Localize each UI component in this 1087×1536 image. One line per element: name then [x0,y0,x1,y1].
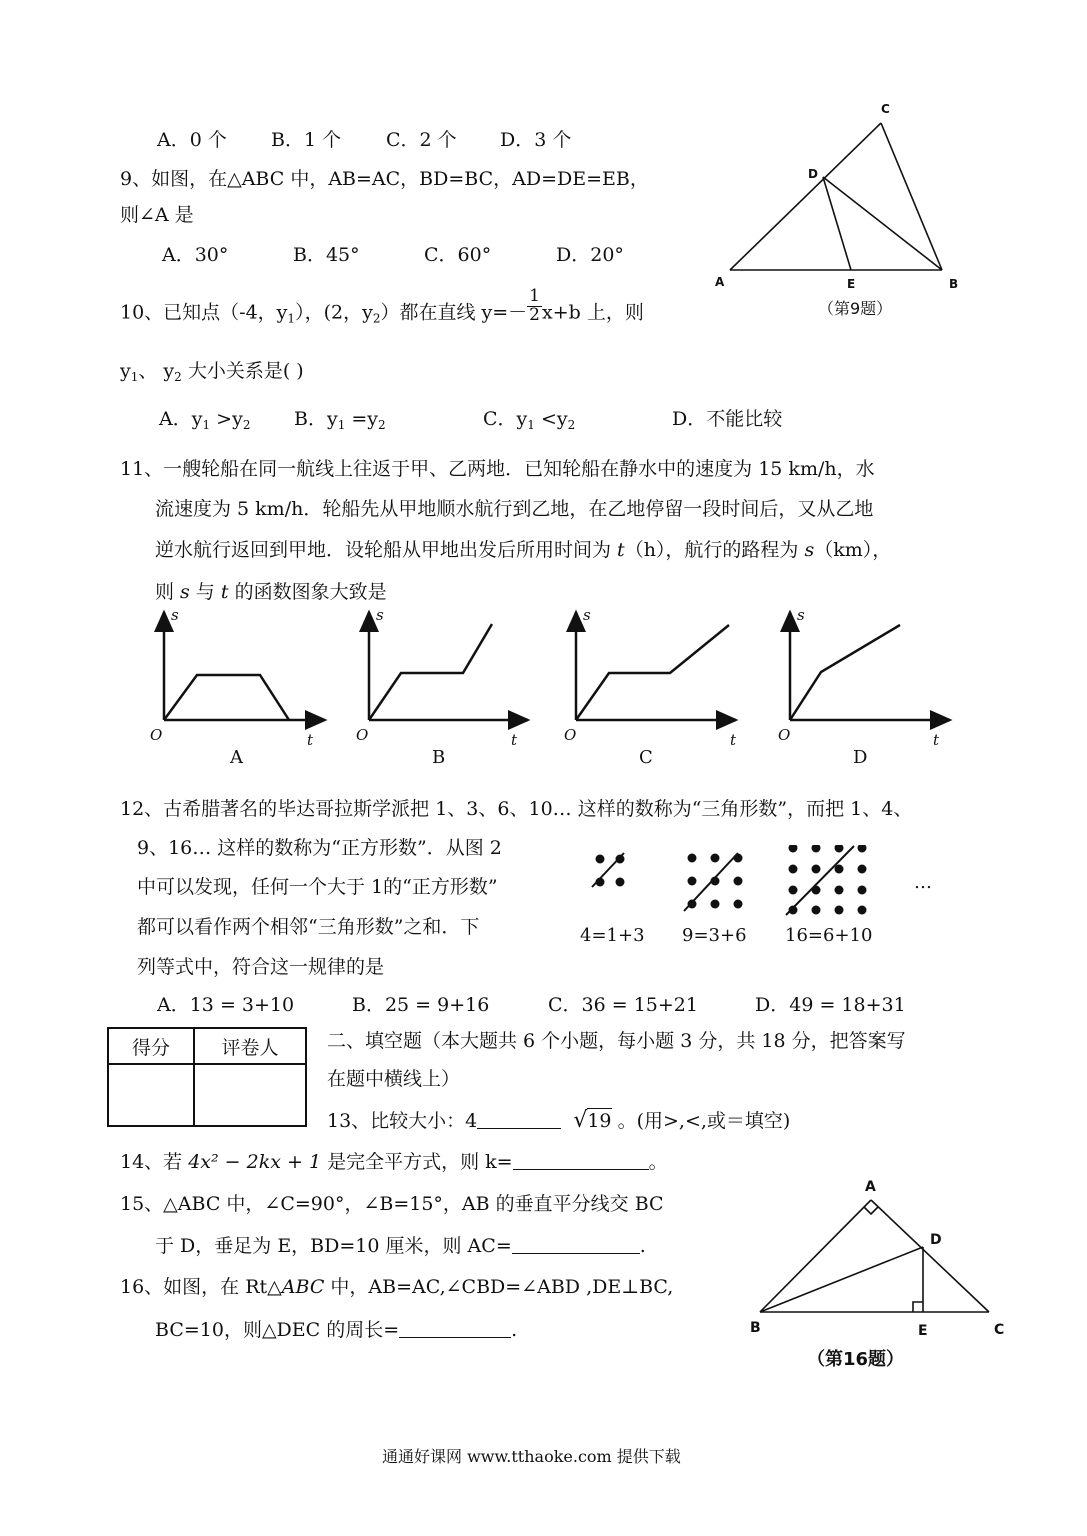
graph-a [164,612,325,720]
q11-l4b: 与 [189,581,221,603]
q9-label-c: C [881,102,890,116]
grader-header: 评卷人 [194,1028,306,1064]
graph-c-t: t [730,731,737,749]
q11-l4c: 的函数图象大致是 [228,581,387,603]
graph-a-s: s [171,606,179,624]
q10-a-sub2: 2 [242,418,251,432]
q10-mid2: ）都在直线 y=－ [380,301,528,324]
q14-end: 。 [648,1151,668,1173]
q10-fraction [527,288,542,325]
q10-a-sub1: 1 [202,418,211,432]
graph-c [576,612,736,720]
q16-label-b: B [750,1320,761,1336]
q10-option-c [483,410,575,431]
footer-credit: 通通好课网 www.tthaoke.com 提供下载 [382,1447,681,1466]
graph-c-s: s [583,606,591,624]
q8-option-b: B．1 个 [271,129,342,151]
q9-option-d: D．20° [556,244,624,266]
q11-line3 [155,541,891,560]
q13-sqrt [573,1110,611,1132]
q16-question: BC=10，则△DEC 的周长= [155,1319,400,1341]
q12-line5: 列等式中，符合这一规律的是 [137,956,385,978]
q13-radicand: 19 [587,1110,612,1132]
section2-title: 二、填空题（本大题共 6 个小题，每小题 3 分，共 18 分，把答案写 [327,1030,906,1052]
graph-d-s: s [797,606,805,624]
q9-label-e: E [847,277,856,291]
q12-fig-label-3: 16=6+10 [785,925,873,946]
q9-option-b: B．45° [293,244,360,266]
q14-prefix: 14、若 [120,1151,189,1173]
q10-line1 [120,286,644,326]
q10-c-sub1: 1 [527,418,535,432]
q10-b-sub1: 1 [337,418,346,432]
q11-l3-s: s [804,539,815,561]
graph-b-t: t [511,731,518,749]
q11-l3c: （km）， [814,539,892,561]
q14-expression: 4x² − 2kx + 1 [188,1151,322,1173]
q16-label-d: D [930,1232,942,1248]
graph-b-s: s [376,606,384,624]
q14-mid: 是完全平方式，则 k= [321,1151,513,1173]
q11-l4-s: s [180,581,190,603]
graph-a-label: A [230,747,243,768]
q12-dot-figures [578,845,938,950]
q14-answer-blank[interactable] [513,1153,649,1170]
graph-a-o: O [150,726,163,744]
q8-option-c: C．2 个 [386,129,457,151]
q16-label-a: A [865,1179,876,1195]
q10-line2 [120,362,304,383]
q12-line2: 9、16… 这样的数称为“正方形数”．从图 2 [137,837,502,859]
q10-option-b [294,410,386,431]
score-table [107,1027,307,1127]
graph-d [790,612,950,720]
graph-b-o: O [356,726,369,744]
q10-b-sub2: 2 [378,418,386,432]
q11-line1: 11、一艘轮船在同一航线上往返于甲、乙两地．已知轮船在静水中的速度为 15 km/h，水 [120,458,875,480]
q11-line2: 流速度为 5 km/h．轮船先从甲地顺水航行到乙地，在乙地停留一段时间后，又从乙地 [155,498,874,520]
q10-option-d: D．不能比较 [672,408,783,430]
q16-answer-blank[interactable] [399,1321,511,1338]
q13-suffix: 。(用>,<,或＝填空) [611,1110,791,1132]
q11-l3b: （h），航行的路程为 [624,539,805,561]
q12-line3: 中可以发现，任何一个大于 1的“正方形数” [137,876,498,898]
q10-suffix: x+b 上，则 [541,301,644,324]
q10-l2b: 、 y [138,360,175,382]
q11-graphs [140,600,980,775]
q10-l2c: 大小关系是( ) [181,360,304,382]
graph-c-o: O [564,726,577,744]
q12-fig-label-1: 4=1+3 [580,925,645,946]
q15-answer-blank[interactable] [512,1237,640,1254]
q11-l3a: 逆水航行返回到甲地．设轮船从甲地出发后所用时间为 [155,539,618,561]
sqrt-sign-icon: √ [573,1108,588,1133]
q8-option-a: A．0 个 [157,129,227,151]
q15-line2 [155,1237,646,1256]
q12-line4: 都可以看作两个相邻“三角形数”之和．下 [137,916,480,938]
q16-label-c: C [994,1322,1005,1338]
q16-label-e: E [918,1323,928,1339]
q16-triangle-figure [735,1170,1015,1380]
q14-line [120,1153,668,1172]
q10-c-rel: <y [534,408,568,430]
q12-ellipsis: … [914,872,932,893]
q12-option-d: D．49 = 18+31 [755,994,906,1016]
section2-title-line2: 在题中横线上） [327,1068,461,1090]
graph-b-label: B [432,747,446,768]
q9-label-a: A [715,275,725,289]
q16-conditions: 中，AB=AC,∠CBD=∠ABD ,DE⊥BC, [324,1276,674,1298]
graph-d-t: t [933,731,940,749]
q10-a-rel: >y [210,408,243,430]
graph-a-t: t [307,731,314,749]
q10-l2-sub1: 1 [130,370,139,384]
q10-l2a: y [120,360,131,382]
q13-prefix: 13、比较大小：4 [327,1110,478,1132]
q9-label-d: D [808,167,818,181]
q16-end: . [511,1319,518,1341]
graph-c-label: C [639,747,653,768]
q11-l4-t: t [220,581,229,603]
q13-line [327,1110,790,1132]
q16-caption: （第16题） [807,1349,905,1370]
q16-prefix: 16、如图，在 Rt [120,1276,268,1298]
q10-option-a [159,410,250,431]
q12-option-c: C．36 = 15+21 [548,994,698,1016]
q16-line2 [155,1321,517,1340]
q9-triangle-figure [705,95,975,325]
q12-fig-label-2: 9=3+6 [682,925,747,946]
q10-c-sub2: 2 [567,418,576,432]
q15-end: . [639,1235,646,1257]
q8-option-d: D．3 个 [500,129,572,151]
q10-l2-sub2: 2 [174,370,182,384]
q16-triangle: △ABC [267,1276,325,1298]
grader-cell[interactable] [194,1064,306,1126]
q9-label-b: B [949,277,959,291]
q16-line1 [120,1278,673,1297]
q15-prefix: 于 D，垂足为 E，BD=10 厘米，则 AC= [155,1235,512,1257]
q15-line1: 15、△ABC 中，∠C=90°，∠B=15°，AB 的垂直平分线交 BC [120,1193,664,1215]
q9-line1: 9、如图，在△ABC 中，AB=AC，BD=BC，AD=DE=EB， [120,168,649,190]
q9-caption: （第9题） [818,299,893,318]
score-cell[interactable] [108,1064,194,1126]
q10-frac-num: 1 [529,286,540,306]
q11-l4a: 则 [155,581,181,603]
q12-option-a: A．13 = 3+10 [157,994,295,1016]
q10-a-text: A．y [159,408,203,430]
q12-line1: 12、古希腊著名的毕达哥拉斯学派把 1、3、6、10… 这样的数称为“三角形数”，而把 1、4、 [120,798,913,820]
q9-option-c: C．60° [424,244,492,266]
q10-b-rel: =y [345,408,379,430]
q11-l3-t: t [617,539,625,561]
q10-frac-den: 2 [529,304,540,325]
graph-d-o: O [778,726,791,744]
q10-c-text: C．y [483,408,528,430]
q10-prefix: 10、已知点（-4，y [120,301,288,324]
q10-mid1: ），(2，y [295,301,373,324]
graph-b [369,612,528,720]
score-header: 得分 [108,1028,194,1064]
q10-sub2: 2 [372,311,381,326]
q13-answer-blank[interactable] [477,1112,561,1129]
graph-d-label: D [853,747,868,768]
q9-option-a: A．30° [162,244,229,266]
q12-option-b: B．25 = 9+16 [352,994,490,1016]
q10-b-text: B．y [294,408,338,430]
q10-sub1: 1 [287,311,296,326]
q9-line2: 则∠A 是 [120,204,194,226]
